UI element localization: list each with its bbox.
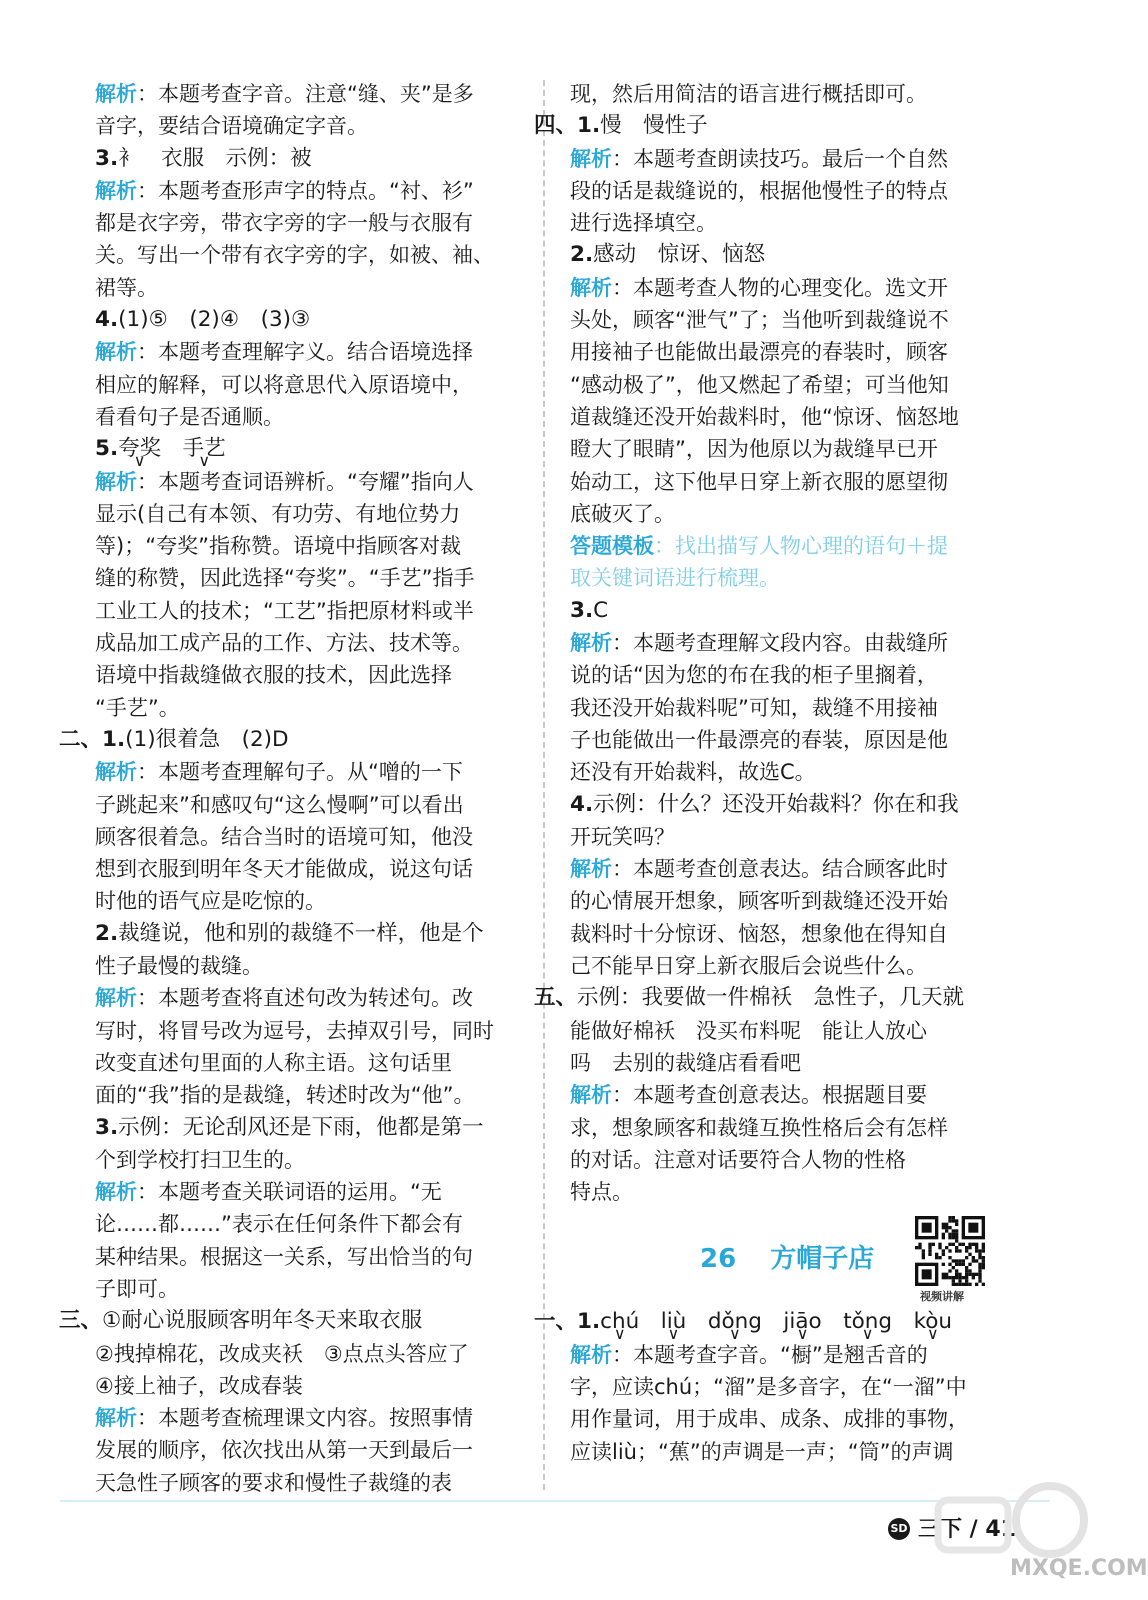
body-text: 显示(自己有本领、有功劳、有地位势力 [95,501,461,526]
analysis-line [570,627,1030,659]
answer-line [95,433,520,465]
question-number: 2. [95,920,119,946]
analysis-colon: ： [137,178,158,203]
question-number: 5. [95,436,119,462]
right-column [534,78,1030,1468]
text-line [570,1015,1030,1047]
text-line [570,401,1030,433]
answer-text: 示例：无论刮风还是下雨，他都是第一 [118,1114,484,1140]
section-answer-line [534,982,1030,1014]
text-line [570,821,1030,853]
analysis-line [95,1402,520,1434]
analysis-text: 本题考查将直述句改为转述句。改 [158,986,473,1011]
footer-rule [60,1500,1050,1502]
page-number: 三下 / 41 [918,1517,1016,1542]
body-text: 用作量词，用于成串、成条、成排的事物， [570,1407,969,1432]
text-line [570,1047,1030,1079]
body-text: 发展的顺序，依次找出从第一天到最后一 [95,1438,473,1463]
answer-text: 慢 慢性子 [600,113,708,139]
analysis-label: 解析 [95,986,137,1011]
answer-text: (1)很着急 (2)D [125,726,289,752]
analysis-colon: ： [612,275,633,300]
question-number: 3. [570,597,594,623]
analysis-label: 解析 [95,178,137,203]
text-line [95,1370,520,1402]
lesson-number: 26 [700,1244,737,1275]
body-text: 吗 去别的裁缝店看看吧 [570,1050,801,1075]
analysis-colon: ： [137,1406,158,1431]
marked-answer: chú ∨ [600,1306,639,1338]
answer-text: 裁缝说，他和别的裁缝不一样，他是个 [118,920,484,946]
analysis-text: 本题考查形声字的特点。“衬、衫” [158,178,474,203]
body-text: 相应的解释，可以将意思代入原语境中， [95,372,473,397]
analysis-colon: ： [137,469,158,494]
column-divider [543,80,545,1490]
text-line [95,1434,520,1466]
answer-gap [686,1309,708,1334]
marked-answer: jiāo ∨ [783,1306,821,1338]
analysis-text: 本题考查理解文段内容。由裁缝所 [633,631,948,656]
analysis-text: 本题考查梳理课文内容。按照事情 [158,1406,473,1431]
answer-gap [161,436,183,461]
analysis-colon: ： [137,986,158,1011]
analysis-line [570,143,1030,175]
body-text: 说的话“因为您的布在我的柜子里搁着， [570,663,938,688]
marked-answer: 夸奖 ∨ [118,433,161,465]
text-line [95,401,520,433]
text-line [95,692,520,724]
text-line [570,78,1030,110]
analysis-colon: ： [137,760,158,785]
body-text: 都是衣字旁，带衣字旁的字一般与衣服有 [95,211,473,236]
lesson-name: 方帽子店 [770,1244,875,1275]
analysis-text: 本题考查理解句子。从“噌的一下 [158,760,463,785]
text-line [570,1176,1030,1208]
text-line [570,466,1030,498]
body-text: 裙等。 [95,275,158,300]
analysis-label: 解析 [570,275,612,300]
body-text: 个到学校打扫卫生的。 [95,1147,305,1172]
body-text: 语境中指裁缝做衣服的技术，因此选择 [95,663,452,688]
analysis-line [95,1176,520,1208]
text-line [570,756,1030,788]
body-text: 工业工人的技术；“工艺”指把原材料或半 [95,598,474,623]
left-column [59,78,520,1499]
text-line [570,1371,1030,1403]
answer-text: (1)⑤ (2)④ (3)③ [118,307,311,333]
qr-caption: 视频讲解 [920,1290,964,1304]
analysis-line [570,1339,1030,1371]
analysis-label: 解析 [95,82,137,106]
body-text: 性子最慢的裁缝。 [95,954,263,979]
text-line [95,1273,520,1305]
text-line [570,498,1030,530]
answer-line [95,304,520,336]
body-text: 成品加工成产品的工作、方法、技术等。 [95,631,473,656]
analysis-text: 本题考查朗读技巧。最后一个自然 [633,146,948,171]
answer-text: 示例：什么？还没开始裁料？你在和我 [593,791,959,817]
marked-answer: dǒng ∨ [708,1306,762,1338]
analysis-text: 本题考查字音。“橱”是翘舌音的 [633,1342,928,1367]
body-text: “手艺”。 [95,695,180,720]
question-number: 四、1. [534,113,601,139]
body-text: 关。写出一个带有衣字旁的字，如被、袖、 [95,243,494,268]
body-text: 的对话。注意对话要符合人物的性格 [570,1147,906,1172]
publisher-badge: SD [888,1518,910,1540]
body-text: 应读liù；“蕉”的声调是一声；“筒”的声调 [570,1439,954,1464]
analysis-label: 解析 [95,469,137,494]
marked-answer: tǒng ∨ [843,1306,892,1338]
body-text: 子也能做出一件最漂亮的春装，原因是他 [570,727,948,752]
analysis-label: 解析 [95,340,137,365]
text-line [570,1436,1030,1468]
text-line [95,369,520,401]
text-line [95,1467,520,1499]
body-text: 的心情展开想象，顾客听到裁缝还没开始 [570,889,948,914]
answer-gap [822,1309,844,1334]
text-line [95,272,520,304]
template-text: 找出描写人物心理的语句＋提 [675,534,948,559]
text-line [95,950,520,982]
analysis-text: 本题考查人物的心理变化。选文开 [633,275,948,300]
analysis-colon: ： [612,631,633,656]
text-line [570,304,1030,336]
body-text: 字，应读chú；“溜”是多音字，在“一溜”中 [570,1374,967,1399]
template-colon: ： [654,534,675,559]
body-text: 看看句子是否通顺。 [95,404,284,429]
analysis-label: 解析 [95,1180,137,1205]
analysis-line [95,175,520,207]
analysis-colon: ： [137,340,158,365]
analysis-text: 本题考查字音。注意“缝、夹”是多 [158,82,474,106]
body-text: 己不能早日穿上新衣服后会说些什么。 [570,954,927,979]
text-line [570,885,1030,917]
body-text: 能做好棉袄 没买布料呢 能让人放心 [570,1018,927,1043]
answer-line [570,789,1030,821]
body-text: 缝的称赞，因此选择“夸奖”。“手艺”指手 [95,566,475,591]
template-text: 取关键词语进行梳理。 [570,566,780,591]
body-text: 瞪大了眼睛”，因为他原以为裁缝早已开 [570,437,938,462]
text-line [95,1208,520,1240]
text-line [95,853,520,885]
analysis-colon: ： [612,1342,633,1367]
answer-text: 衤 衣服 示例：被 [118,145,312,171]
body-text: 段的话是裁缝说的，根据他慢性子的特点 [570,178,948,203]
text-line [570,175,1030,207]
analysis-text: 本题考查词语辨析。“夸耀”指向人 [158,469,474,494]
analysis-line [95,336,520,368]
body-text: 我还没开始裁料呢”可知，裁缝不用接袖 [570,695,938,720]
body-text: 时他的语气应是吃惊的。 [95,889,326,914]
analysis-label: 解析 [570,1342,612,1367]
marked-answer: liù ∨ [661,1306,687,1338]
template-line [570,530,1030,562]
analysis-colon: ： [612,1083,633,1108]
text-line [95,498,520,530]
answer-gap [639,1309,661,1334]
body-text: 开玩笑吗？ [570,824,675,849]
section-answer-line [59,1305,520,1337]
analysis-label: 解析 [570,631,612,656]
text-line [95,659,520,691]
template-line [570,562,1030,594]
body-text: 用接袖子也能做出最漂亮的春装时，顾客 [570,340,948,365]
body-text: 音字，要结合语境确定字音。 [95,114,368,139]
analysis-text: 本题考查创意表达。根据题目要 [633,1083,927,1108]
body-text: 论……都……”表示在任何条件下都会有 [95,1212,463,1237]
text-line [570,433,1030,465]
text-line [95,1047,520,1079]
body-text: 改变直述句里面的人称主语。这句话里 [95,1050,452,1075]
question-number: 五、 [534,985,578,1011]
analysis-colon: ： [612,146,633,171]
body-text: 头处，顾客“泄气”了；当他听到裁缝说不 [570,308,949,333]
body-text: 某种结果。根据这一关系，写出恰当的句 [95,1244,473,1269]
question-number: 3. [95,1114,119,1140]
body-text: 天急性子顾客的要求和慢性子裁缝的表 [95,1470,452,1495]
body-text: 写时，将冒号改为逗号，去掉双引号，同时 [95,1018,494,1043]
text-line [95,885,520,917]
text-line [95,1079,520,1111]
body-text: 想到衣服到明年冬天才能做成，说这句话 [95,857,473,882]
text-line [95,1015,520,1047]
text-line [95,595,520,627]
body-text: 面的“我”指的是裁缝，转述时改为“他”。 [95,1083,475,1108]
analysis-line [570,1079,1030,1111]
qr-code-icon [915,1216,985,1286]
text-line [95,1144,520,1176]
body-text: 底破灭了。 [570,501,675,526]
body-text: 求，想象顾客和裁缝互换性格后会有怎样 [570,1115,948,1140]
body-text: 等)；“夸奖”指称赞。语境中指顾客对裁 [95,534,461,559]
analysis-line [95,982,520,1014]
body-text: 子即可。 [95,1276,179,1301]
body-text: “感动极了”，他又燃起了希望；可当他知 [570,372,949,397]
body-text: 裁料时十分惊讶、恼怒，想象他在得知自 [570,921,948,946]
body-text: 还没有开始裁料，故选C。 [570,760,816,785]
answer-gap [762,1309,784,1334]
text-line [95,1338,520,1370]
text-line [570,207,1030,239]
question-number: 3. [95,145,119,171]
section-answer-line [59,724,520,756]
marked-answer: 手艺 ∨ [183,433,226,465]
analysis-line [570,853,1030,885]
analysis-line [95,466,520,498]
question-number: 4. [95,307,119,333]
text-line [570,1403,1030,1435]
answer-line [95,1112,520,1144]
answer-line [570,595,1030,627]
analysis-colon: ： [137,82,158,106]
text-line [570,950,1030,982]
watermark-text: MXQE.COM [1010,1556,1148,1581]
answer-text: 示例：我要做一件棉袄 急性子，几天就 [577,985,965,1011]
analysis-line [95,756,520,788]
text-line [95,207,520,239]
text-line [570,659,1030,691]
analysis-text: 本题考查理解字义。结合语境选择 [158,340,473,365]
answer-line [95,143,520,175]
text-line [570,724,1030,756]
text-line [95,789,520,821]
analysis-label: 解析 [95,1406,137,1431]
analysis-label: 解析 [570,146,612,171]
analysis-label: 解析 [95,760,137,785]
lesson-header [570,1208,1030,1306]
answer-gap [892,1309,914,1334]
text-line [570,369,1030,401]
analysis-colon: ： [137,1180,158,1205]
text-line [570,336,1030,368]
text-line [95,627,520,659]
body-text: 始动工，这下他早日穿上新衣服的愿望彻 [570,469,948,494]
question-number: 4. [570,791,594,817]
body-text: 进行选择填空。 [570,211,717,236]
text-line [95,1241,520,1273]
body-text: ②拽掉棉花，改成夹袄 ③点点头答应了 [95,1341,469,1366]
body-text: 道裁缝还没开始裁料时，他“惊讶、恼怒地 [570,404,959,429]
analysis-text: 本题考查关联词语的运用。“无 [158,1180,442,1205]
analysis-text: 本题考查创意表达。结合顾客此时 [633,857,948,882]
text-line [570,918,1030,950]
analysis-line [570,272,1030,304]
text-line [95,239,520,271]
lesson-title [700,1238,874,1275]
body-text: 子跳起来”和感叹句“这么慢啊”可以看出 [95,792,464,817]
text-line [95,821,520,853]
answer-line [534,1306,1030,1338]
answer-text: ①耐心说服顾客明年冬天来取衣服 [102,1308,423,1334]
body-text: 特点。 [570,1180,633,1205]
text-line [570,1112,1030,1144]
marked-answer: kòu ∨ [914,1306,952,1338]
question-number: 三、 [59,1308,103,1334]
answer-line [570,239,1030,271]
answer-line [95,918,520,950]
text-line [95,530,520,562]
text-line [570,692,1030,724]
template-label: 答题模板 [570,534,654,559]
analysis-label: 解析 [570,1083,612,1108]
text-line [95,562,520,594]
question-number: 一、1. [534,1309,601,1335]
analysis-colon: ： [612,857,633,882]
answer-text: C [593,597,609,623]
answer-text: 感动 惊讶、恼怒 [593,242,766,268]
body-text: ④接上袖子，改成春装 [95,1373,303,1398]
body-text: 现，然后用简洁的语言进行概括即可。 [570,82,927,106]
analysis-line [95,78,520,110]
question-number: 2. [570,242,594,268]
body-text: 顾客很着急。结合当时的语境可知，他没 [95,824,473,849]
section-answer-line [534,110,1030,142]
question-number: 二、1. [59,726,126,752]
text-line [95,110,520,142]
text-line [570,1144,1030,1176]
analysis-label: 解析 [570,857,612,882]
